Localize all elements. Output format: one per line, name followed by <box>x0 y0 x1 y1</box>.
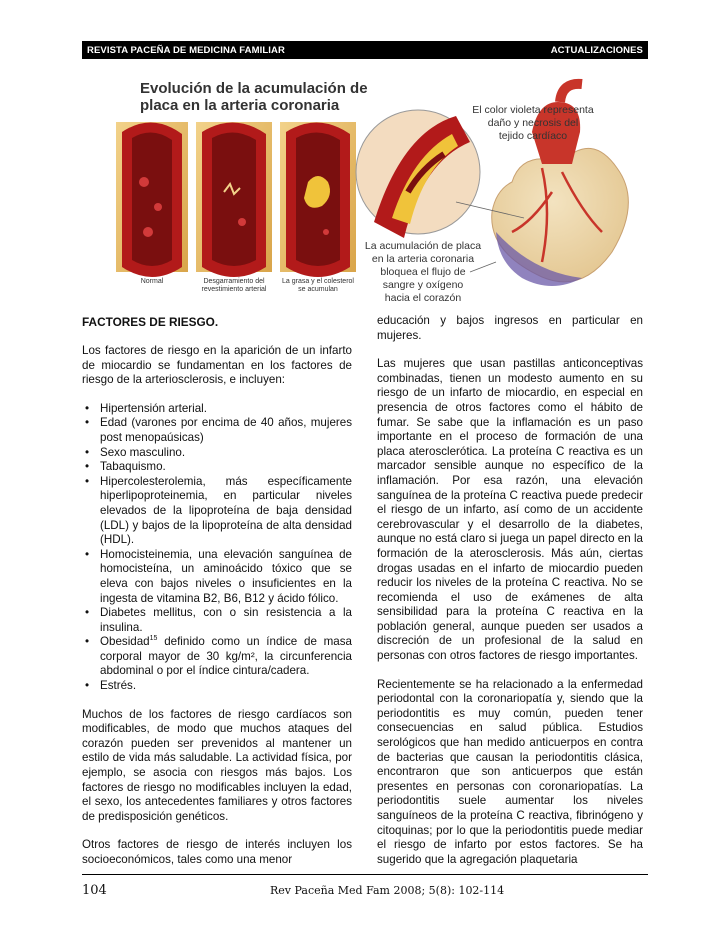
list-item: • Edad (varones por encima de 40 años, mujeres post menopaúsicas) <box>100 416 352 445</box>
journal-header <box>82 41 648 59</box>
footer-divider <box>82 874 648 875</box>
right-column <box>377 314 643 881</box>
continuation-paragraph: educación y bajos ingresos en particular en mujeres. <box>377 314 643 342</box>
violet-note: El color violeta representa daño y necrosis del tejido cardíaco <box>472 104 594 142</box>
modifiable-paragraph: Muchos de los factores de riesgo cardíacos son modificables, de modo que muchos ataques del corazón pueden ser prevenidos al mantener un estilo de vida más saludable. La actividad física, por ejemplo, se asocia con riesgos más bajos. Los factores de riesgo no modificables incluyen la edad, el sexo, los antecedentes familiares y otros factores de predisposición genéticos. <box>82 707 352 823</box>
artery-panel-fat <box>280 122 356 277</box>
list-item: • Diabetes mellitus, con o sin resistencia a la insulina. <box>100 606 352 635</box>
risk-intro: Los factores de riesgo en la aparición de un infarto de miocardio se fundamentan en los factores de riesgo de la arteriosclerosis, e incluyen: <box>82 344 352 387</box>
list-item: • Hipertensión arterial. <box>100 402 352 417</box>
other-factors-paragraph: Otros factores de riesgo de interés incluyen los socioeconómicos, tales como una menor <box>82 838 352 866</box>
caption-fat: La grasa y el colesterol se acumulan <box>282 278 354 293</box>
list-item: • Hipercolesterolemia, más específicamente hiperlipoproteinemia, en particular niveles elevados de la lipoproteína de baja densidad (LDL) y bajos de la lipoproteína de alta densidad (HDL). <box>100 475 352 548</box>
left-column <box>82 314 352 882</box>
coronary-plaque-figure <box>112 72 652 306</box>
page-number: 104 <box>82 883 107 898</box>
risk-factor-list <box>82 402 352 694</box>
section-name: ACTUALIZACIONES <box>550 44 643 56</box>
plaque-note: La acumulación de placa en la arteria coronaria bloquea el flujo de sangre y oxígeno hacia el corazón <box>364 240 482 304</box>
list-item-obesity: • Obesidad$^{15}$ definido como un índice de masa corporal mayor de 30 kg/m², la circunferencia abdominal o por el índice cintura/cadera. <box>100 635 352 679</box>
caption-tear: Desgarramiento del revestimiento arterial <box>201 278 267 293</box>
contraceptives-paragraph: Las mujeres que usan pastillas anticonceptivas combinadas, tienen un modesto aumento en su riesgo de un infarto de miocardio, en especial en presencia de otros factores como el hábito de fumar. Se sabe que la inflamación es un paso importante en el proceso de formación de una placa aterosclerótica. La proteína C reactiva es un marcador sensible aunque no específico de la inflamación. Por esa razón, una elevación sanguínea de la proteína C reactiva puede predecir el riesgo de un infarto, así como de un accidente cerebrovascular y el desarrollo de la diabetes, aunque no está claro si juega un papel directo en la formación de la aterosclerosis. Más aún, ciertas drogas usadas en el infarto de miocardio pueden reducir los niveles de la proteína C reactiva. No se recomienda el uso de exámenes de alta sensibilidad para la proteína C reactiva en la población general, aunque pueden ser usados a discreción de un profesional de la salud en personas con otros factores de riesgo importantes. <box>377 357 643 663</box>
periodontal-paragraph: Recientemente se ha relacionado a la enfermedad periodontal con la coronariopatía y, siendo que la periodontitis es muy común, pueden tener consecuencias en salud pública. Estudios serológicos que han medido anticuerpos en contra de bacterias que causan la periodontitis clásica, encontraron que son anticuerpos que están presentes en personas con coronariopatías. La periodontitis suele aumentar los niveles sanguíneos de la proteína C reactiva, fibrinógeno y citoquinas; por lo que la periodontitis puede mediar el riesgo de infarto por estos factores. Se ha sugerido que la agregación plaquetaria <box>377 677 643 866</box>
caption-normal: Normal <box>140 278 164 285</box>
figure-title: Evolución de la acumulación de placa en la arteria coronaria <box>140 80 368 114</box>
artery-panel-tear <box>196 122 272 277</box>
journal-citation: Rev Paceña Med Fam 2008; 5(8): 102-114 <box>270 884 505 897</box>
list-item: • Tabaquismo. <box>100 460 352 475</box>
list-item: • Homocisteinemia, una elevación sanguínea de homocisteína, un aminoácido tóxico que se eleva con bajos niveles o insuficientes en la ingesta de vitamina B2, B6, B12 y ácido fólico. <box>100 548 352 606</box>
footnote-ref: 15 <box>149 635 158 643</box>
journal-name: REVISTA PACEÑA DE MEDICINA FAMILIAR <box>87 44 285 56</box>
artery-panel-normal <box>116 122 188 277</box>
list-item: • Sexo masculino. <box>100 446 352 461</box>
list-item: • Estrés. <box>100 679 352 694</box>
section-heading: FACTORES DE RIESGO. <box>82 315 219 329</box>
